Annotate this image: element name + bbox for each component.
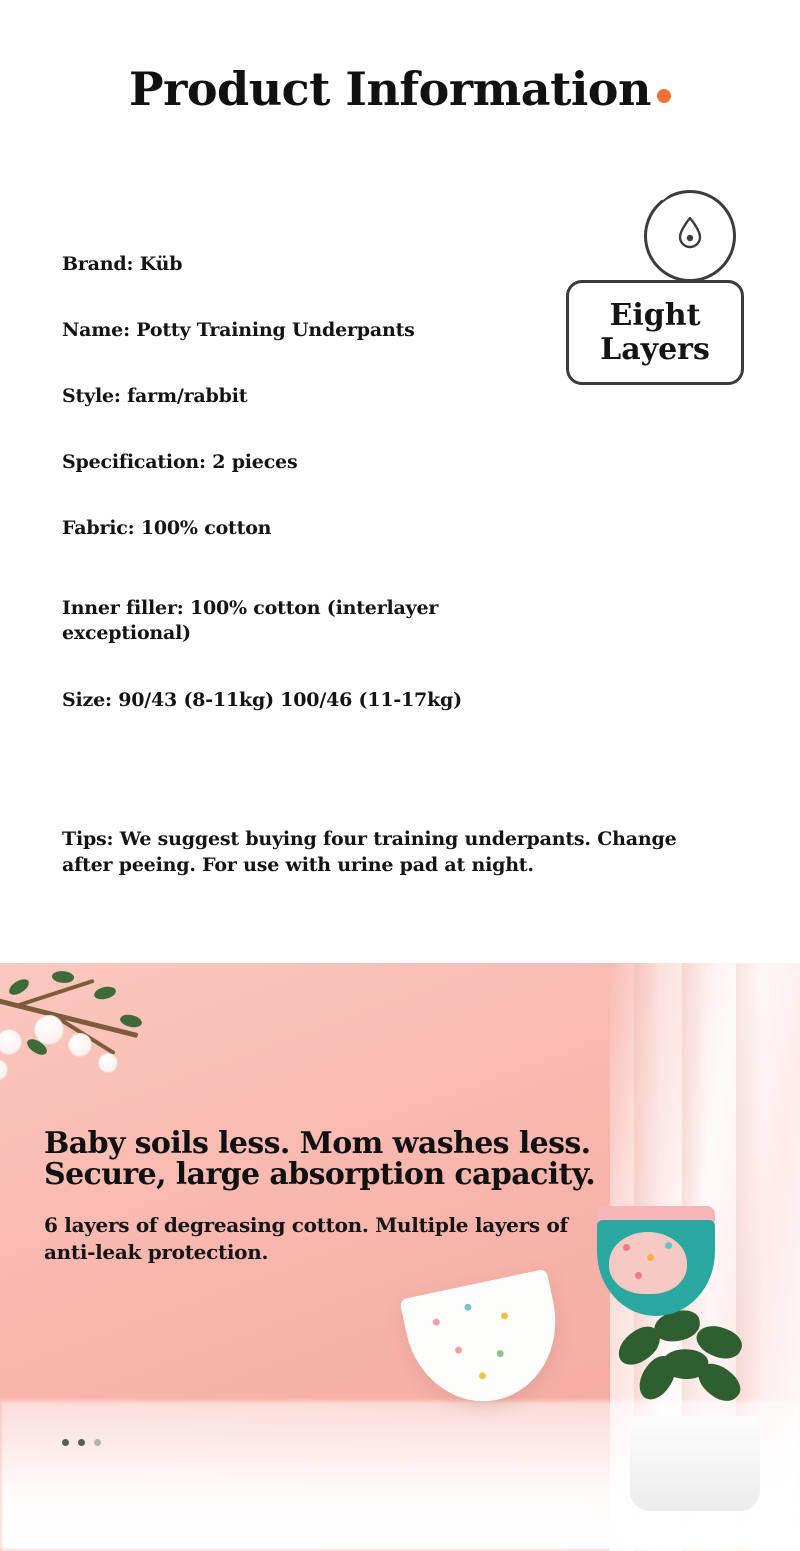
eight-layers-badge — [566, 190, 744, 395]
spec-item-name: Name: Potty Training Underpants — [62, 319, 415, 341]
spec-item-fabric: Fabric: 100% cotton — [62, 517, 272, 539]
badge-circle-notch — [659, 186, 675, 201]
carousel-dot-3[interactable] — [94, 1439, 101, 1446]
spec-list — [62, 252, 552, 754]
product-photo-panel — [0, 963, 800, 1551]
page-title — [129, 62, 671, 116]
spec-item-style: Style: farm/rabbit — [62, 385, 248, 407]
spec-item-brand: Brand: Küb — [62, 253, 183, 275]
badge-circle — [644, 190, 736, 282]
plant-pot — [630, 1416, 760, 1511]
page-header — [0, 62, 800, 116]
carousel-dot-2[interactable] — [78, 1439, 85, 1446]
blossom-branch-decoration — [0, 963, 190, 1093]
carousel-dots[interactable] — [62, 1439, 101, 1446]
badge-label-box — [566, 280, 744, 385]
spec-item-size: Size: 90/43 (8-11kg) 100/46 (11-17kg) — [62, 689, 462, 711]
spec-item-inner-filler: Inner filler: 100% cotton (interlayer exceptional) — [62, 597, 439, 644]
title-accent-dot-icon — [657, 89, 671, 103]
water-drop-icon — [677, 217, 703, 249]
tips-text: Tips: We suggest buying four training underpants. Change after peeing. For use with urine pad at night. — [62, 828, 677, 876]
photo-headline: Baby soils less. Mom washes less. Secure, large absorption capacity. — [44, 1126, 596, 1192]
potted-plant-decoration — [600, 1301, 790, 1511]
spec-item-specification: Specification: 2 pieces — [62, 451, 298, 473]
carousel-dot-1[interactable] — [62, 1439, 69, 1446]
page-title-text: Product Information — [129, 62, 651, 116]
photo-subtext: 6 layers of degreasing cotton. Multiple layers of anti-leak protection. — [44, 1213, 568, 1264]
badge-label: Eight Layers — [600, 297, 710, 367]
photo-caption — [44, 1128, 624, 1266]
